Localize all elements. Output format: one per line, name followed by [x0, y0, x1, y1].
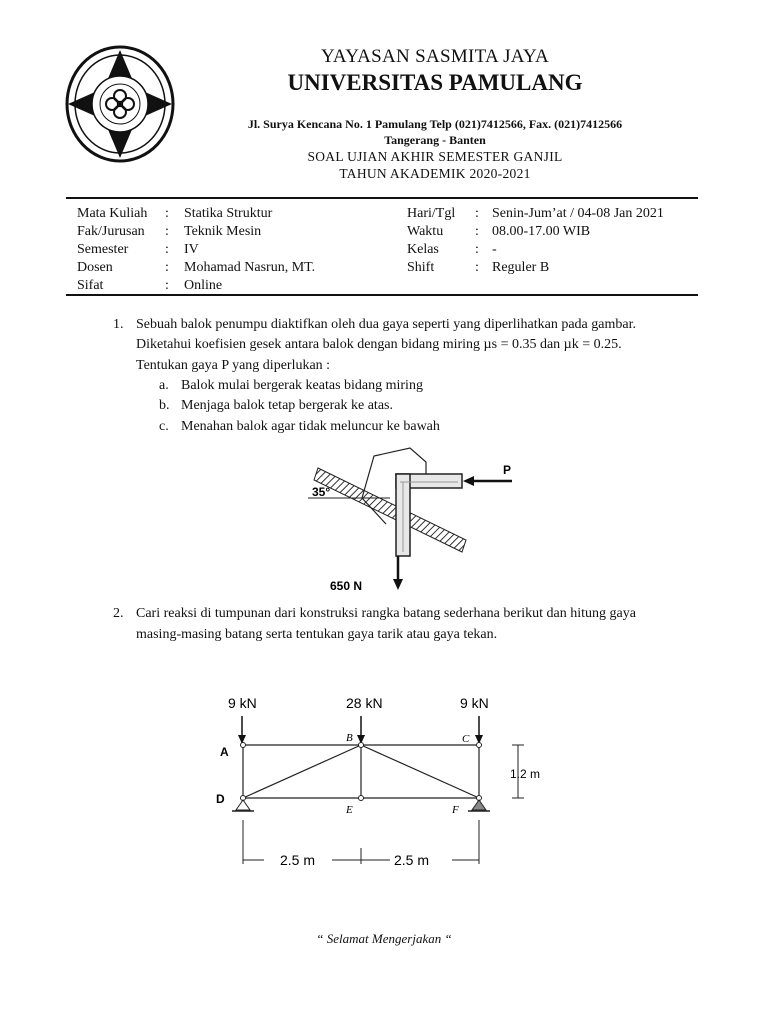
closing-greeting: “ Selamat Mengerjakan “ — [316, 931, 452, 946]
node-label: F — [452, 804, 459, 816]
node-label: A — [220, 745, 229, 759]
question-text: Cari reaksi di tumpunan dari konstruksi rangka batang sederhana berikut dan hitung gaya — [136, 606, 636, 621]
info-value-semester: IV — [184, 242, 199, 257]
bracket-outline — [362, 448, 426, 498]
divider-bottom — [66, 294, 698, 296]
info-label: Fak/Jurusan — [77, 224, 145, 239]
university-logo — [64, 44, 176, 164]
question-text: Sebuah balok penumpu diaktifkan oleh dua gaya seperti yang diperlihatkan pada gambar. — [136, 317, 636, 332]
info-value-mode: Online — [184, 278, 223, 293]
roller-support — [472, 800, 486, 810]
info-label: Hari/Tgl — [407, 206, 456, 221]
exam-title: SOAL UJIAN AKHIR SEMESTER GANJIL — [307, 149, 563, 164]
node-label: C — [462, 733, 470, 745]
span-label: 2.5 m — [394, 852, 430, 868]
item-letter: c. — [159, 419, 169, 434]
info-value-class: - — [492, 242, 497, 257]
item-letter: a. — [159, 378, 169, 393]
foundation-name: YAYASAN SASMITA JAYA — [321, 46, 549, 67]
info-label: Semester — [77, 242, 129, 257]
load-label: 9 kN — [460, 695, 489, 711]
info-label: Sifat — [77, 278, 104, 293]
address-line: Jl. Surya Kencana No. 1 Pamulang Telp (021)7412566, Fax. (021)7412566 — [247, 117, 623, 131]
info-value-faculty: Teknik Mesin — [184, 224, 262, 239]
pin-support — [236, 800, 250, 810]
load-label: 9 kN — [228, 695, 257, 711]
item-text: Menahan balok agar tidak meluncur ke bawah — [181, 419, 440, 434]
question-text: masing-masing batang serta tentukan gaya tarik atau gaya tekan. — [136, 627, 498, 642]
truss-members — [243, 745, 479, 798]
question-text: Diketahui koefisien gesek antara balok dengan bidang miring µs = 0.35 dan µk = 0.25. — [136, 337, 622, 352]
question-text: Tentukan gaya P yang diperlukan : — [136, 358, 331, 373]
incline-figure — [300, 440, 530, 600]
info-sep: : — [475, 206, 479, 221]
divider-top — [66, 197, 698, 199]
span-label: 2.5 m — [280, 852, 316, 868]
info-value-shift: Reguler B — [492, 260, 550, 275]
exam-year: TAHUN AKADEMIK 2020-2021 — [339, 166, 531, 181]
info-sep: : — [475, 224, 479, 239]
info-value-lecturer: Mohamad Nasrun, MT. — [184, 260, 316, 275]
info-sep: : — [475, 260, 479, 275]
force-label: P — [503, 463, 512, 477]
info-label: Dosen — [77, 260, 113, 275]
info-label: Mata Kuliah — [77, 206, 148, 221]
info-value-date: Senin-Jum’at / 04-08 Jan 2021 — [492, 206, 664, 221]
university-name: UNIVERSITAS PAMULANG — [287, 70, 583, 95]
info-value-course: Statika Struktur — [184, 206, 273, 221]
info-label: Shift — [407, 260, 435, 275]
load-label: 28 kN — [346, 695, 383, 711]
node-label: B — [346, 732, 353, 744]
truss-figure — [200, 680, 560, 880]
weight-label: 650 N — [330, 579, 363, 593]
info-sep: : — [165, 242, 169, 257]
info-sep: : — [475, 242, 479, 257]
item-letter: b. — [159, 398, 170, 413]
info-sep: : — [165, 206, 169, 221]
angle-label: 35° — [312, 485, 331, 499]
info-label: Kelas — [407, 242, 439, 257]
node-label: E — [346, 804, 353, 816]
info-sep: : — [165, 278, 169, 293]
question-number: 2. — [113, 606, 124, 621]
info-value-time: 08.00-17.00 WIB — [492, 224, 591, 239]
item-text: Balok mulai bergerak keatas bidang miring — [181, 378, 423, 393]
info-sep: : — [165, 260, 169, 275]
info-sep: : — [165, 224, 169, 239]
city-line: Tangerang - Banten — [384, 133, 486, 147]
question-number: 1. — [113, 317, 124, 332]
node-label: D — [216, 792, 225, 806]
info-label: Waktu — [407, 224, 444, 239]
height-label: 1.2 m — [510, 767, 541, 781]
item-text: Menjaga balok tetap bergerak ke atas. — [181, 398, 393, 413]
